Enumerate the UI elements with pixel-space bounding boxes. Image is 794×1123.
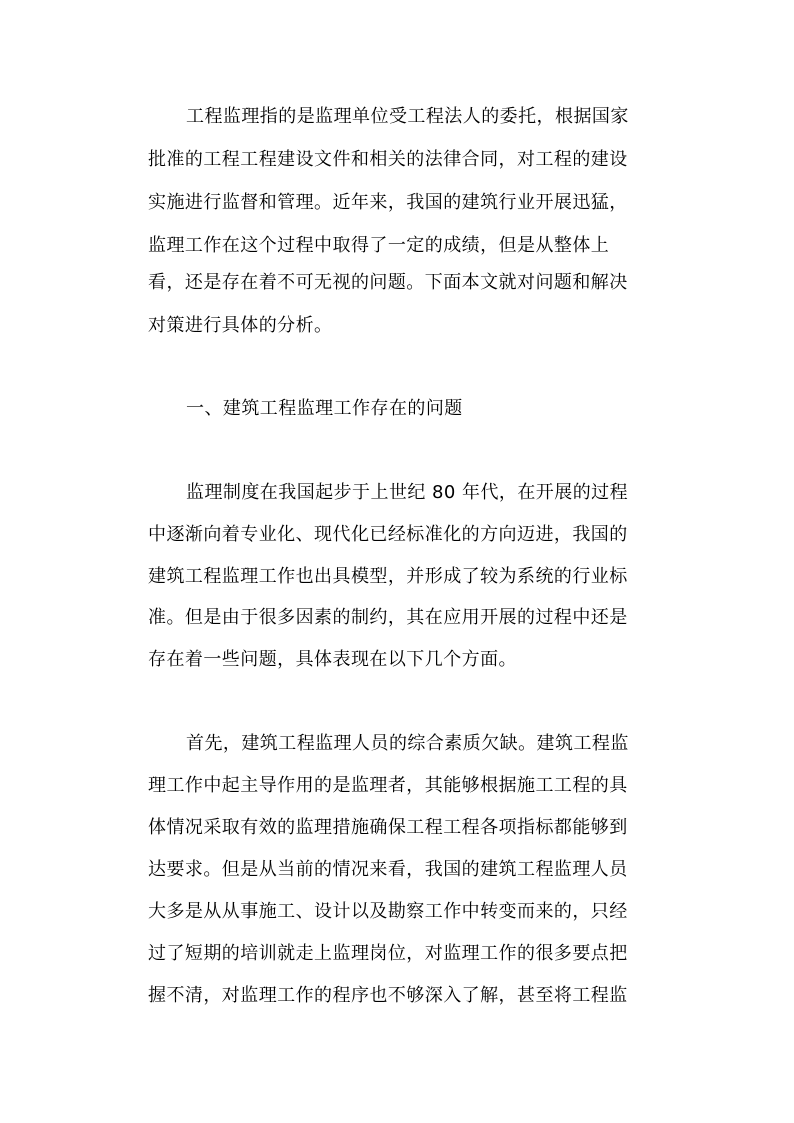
paragraph-line: 中逐渐向着专业化、现代化已经标准化的方向迈进，我国的 xyxy=(148,524,628,545)
paragraph-line: 大多是从从事施工、设计以及勘察工作中转变而来的，只经 xyxy=(148,901,628,922)
paragraph-line: 存在着一些问题，具体表现在以下几个方面。 xyxy=(148,649,517,670)
paragraph-line: 达要求。但是从当前的情况来看，我国的建筑工程监理人员 xyxy=(148,859,628,880)
paragraph-line: 实施进行监督和管理。近年来，我国的建筑行业开展迅猛， xyxy=(148,192,628,213)
paragraph-line: 准。但是由于很多因素的制约，其在应用开展的过程中还是 xyxy=(148,607,628,628)
paragraph-line: 建筑工程监理工作也出具模型，并形成了较为系统的行业标 xyxy=(148,566,628,587)
paragraph-line: 体情况采取有效的监理措施确保工程工程各项指标都能够到 xyxy=(148,817,628,838)
paragraph-line: 首先，建筑工程监理人员的综合素质欠缺。建筑工程监 xyxy=(186,733,629,754)
paragraph-line: 监理工作在这个过程中取得了一定的成绩，但是从整体上 xyxy=(148,235,610,256)
paragraph-line: 批准的工程工程建设文件和相关的法律合同，对工程的建设 xyxy=(148,149,628,170)
paragraph-line: 理工作中起主导作用的是监理者，其能够根据施工工程的具 xyxy=(148,775,628,796)
paragraph-line: 对策进行具体的分析。 xyxy=(148,315,333,336)
paragraph-line: 过了短期的培训就走上监理岗位，对监理工作的很多要点把 xyxy=(148,943,628,964)
section-heading: 一、建筑工程监理工作存在的问题 xyxy=(186,398,463,419)
paragraph-line: 握不清，对监理工作的程序也不够深入了解，甚至将工程监 xyxy=(148,985,628,1006)
paragraph-line: 看，还是存在着不可无视的问题。下面本文就对问题和解决 xyxy=(148,272,628,293)
paragraph-line: 工程监理指的是监理单位受工程法人的委托，根据国家 xyxy=(186,106,629,127)
paragraph-line: 监理制度在我国起步于上世纪 80 年代，在开展的过程 xyxy=(186,482,629,503)
